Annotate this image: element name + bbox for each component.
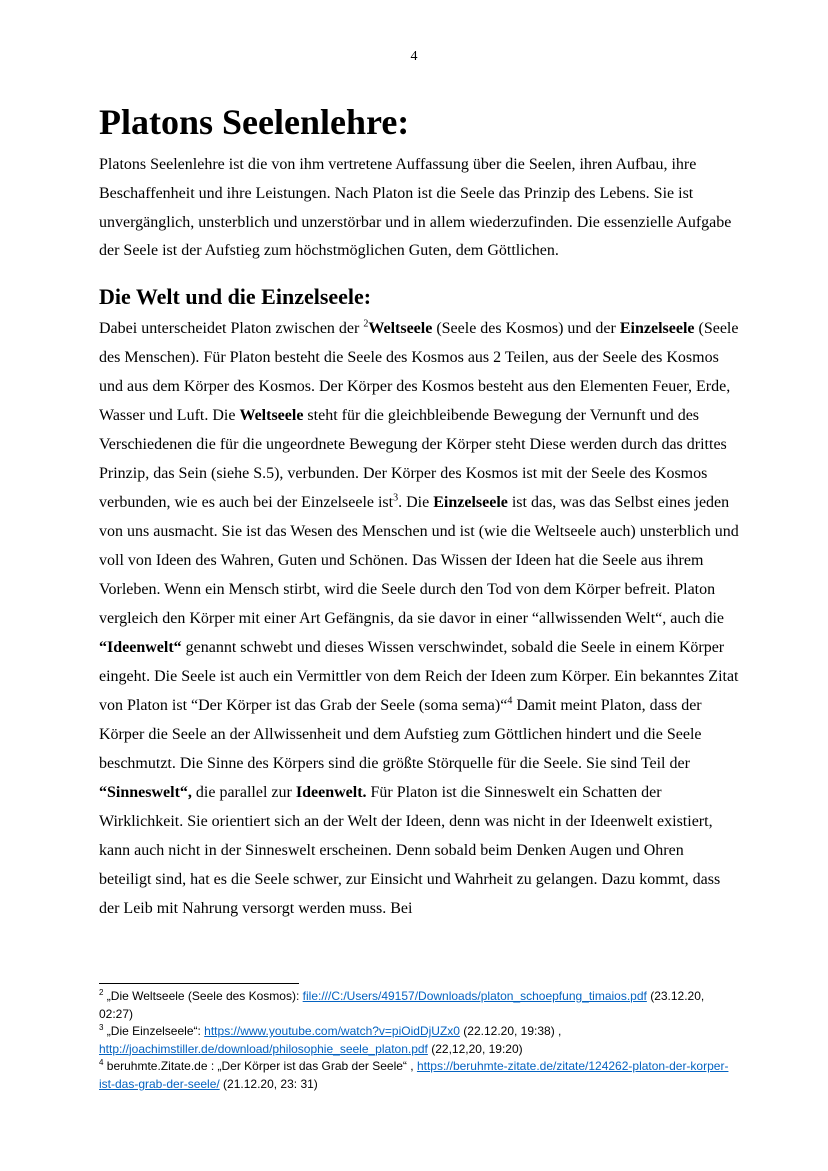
body-text-segment: genannt schwebt und dieses Wissen verschwindet, sobald die Seele in einem Körper eingeht. Die Seele ist auch ein Vermittler von dem Reich der Ideen zum Körper. Ein bekanntes Zitat von Platon ist “Der Körper ist das Grab der Seele (soma sema)“	[99, 639, 739, 714]
footnote-number: 4	[99, 1058, 104, 1067]
footnote-number: 2	[99, 988, 104, 997]
footnote-3	[99, 1023, 739, 1058]
footnote-2	[99, 988, 739, 1023]
body-text-segment: Für Platon ist die Sinneswelt ein Schatten der Wirklichkeit. Sie orientiert sich an der Welt der Ideen, denn was nicht in der Ideenwelt existiert, kann auch nicht in der Sinneswelt erscheinen. Denn sobald beim Denken Augen und Ohren beteiligt sind, hat es die Seele schwer, zur Einsicht und Wahrheit zu gelangen. Dazu kommt, dass der Leib mit Nahrung versorgt werden muss. Bei	[99, 784, 721, 917]
body-text-segment: . Die	[398, 494, 434, 511]
page-title: Platons Seelenlehre:	[99, 102, 410, 142]
footnote-divider	[99, 983, 299, 984]
term-einzelseele: Einzelseele	[433, 494, 508, 511]
footnote-date: (23.12.20, 02:27)	[99, 989, 705, 1021]
footnote-number: 3	[99, 1023, 104, 1032]
section-heading: Die Welt und die Einzelseele:	[99, 284, 372, 309]
footnote-date: (22.12.20, 19:38) ,	[459, 1024, 562, 1038]
footnote-date: (21.12.20, 23: 31)	[219, 1076, 318, 1091]
footnote-4	[99, 1058, 739, 1093]
footnote-date: (22,12,20, 19:20)	[427, 1041, 523, 1056]
term-einzelseele: Einzelseele	[619, 320, 695, 337]
body-paragraph	[99, 314, 739, 923]
body-text-segment: ist das, was das Selbst eines jeden von uns ausmacht. Sie ist das Wesen des Menschen und ist (wie die Weltseele auch) unsterblich und voll von Ideen des Wahren, Guten und Schönen. Das Wissen der Ideen hat die Seele aus ihrem Vorleben. Wenn ein Mensch stirbt, wird die Seele durch den Tod von dem Körper befreit. Platon vergleich den Körper mit einer Art Gefängnis, da sie davor in einer “allwissenden Welt“, auch die	[99, 494, 739, 627]
footnote-ref-2[interactable]: 2	[363, 318, 369, 330]
body-text-segment: die parallel zur	[191, 784, 296, 801]
term-weltseele: Weltseele	[368, 320, 433, 337]
footnotes	[99, 988, 739, 1093]
body-text-segment: (Seele des Kosmos) und der	[432, 320, 620, 337]
page-number: 4	[410, 49, 418, 64]
body-text-segment: steht für die gleichbleibende Bewegung der Vernunft und des Verschiedenen die für die ungeordnete Bewegung der Körper steht Diese werden durch das drittes Prinzip, das Sein (siehe S.5), verbunden. Der Körper des Kosmos ist mit der Seele des Kosmos verbunden, wie es auch bei der Einzelseele ist	[99, 407, 727, 511]
term-weltseele: Weltseele	[239, 407, 304, 424]
intro-paragraph: Platons Seelenlehre ist die von ihm vertretene Auffassung über die Seelen, ihren Aufbau, ihre Beschaffenheit und ihre Leistungen. Nach Platon ist die Seele das Prinzip des Lebens. Sie ist unvergänglich, unsterblich und unzerstörbar und in allem wiederzufinden. Die essenzielle Aufgabe der Seele ist der Aufstieg zum höchstmöglichen Guten, dem Göttlichen.	[99, 156, 732, 260]
footnote-link[interactable]: https://www.youtube.com/watch?v=piOidDjUZx0	[204, 1024, 460, 1038]
term-sinneswelt: “Sinneswelt“,	[99, 784, 192, 801]
footnote-link[interactable]: file:///C:/Users/49157/Downloads/platon_schoepfung_timaios.pdf	[302, 989, 647, 1003]
term-ideenwelt: Ideenwelt.	[295, 784, 367, 801]
footnote-link[interactable]: http://joachimstiller.de/download/philosophie_seele_platon.pdf	[99, 1041, 428, 1056]
footnote-link[interactable]: https://beruhmte-zitate.de/zitate/124262-platon-der-korper-ist-das-grab-der-seele/	[99, 1059, 729, 1091]
body-text-segment: (Seele des Menschen). Für Platon besteht die Seele des Kosmos aus 2 Teilen, aus der Seele des Kosmos und aus dem Körper des Kosmos. Der Körper des Kosmos besteht aus den Elementen Feuer, Erde, Wasser und Luft. Die	[99, 320, 739, 424]
footnote-label: beruhmte.Zitate.de : „Der Körper ist das Grab der Seele“ ,	[103, 1059, 417, 1073]
body-text-segment: Dabei unterscheidet Platon zwischen der	[99, 320, 364, 337]
body-text-segment: Damit meint Platon, dass der Körper die Seele an der Allwissenheit und dem Aufstieg zum Göttlichen hindert und die Seele beschmutzt. Die Sinne des Körpers sind die größte Störquelle für die Seele. Sie sind Teil der	[99, 697, 702, 772]
footnote-label: „Die Weltseele (Seele des Kosmos):	[103, 989, 303, 1003]
footnote-ref-3[interactable]: 3	[393, 492, 399, 504]
footnote-ref-4[interactable]: 4	[507, 695, 513, 707]
footnote-label: „Die Einzelseele“:	[103, 1024, 205, 1038]
term-ideenwelt: “Ideenwelt“	[99, 639, 182, 656]
